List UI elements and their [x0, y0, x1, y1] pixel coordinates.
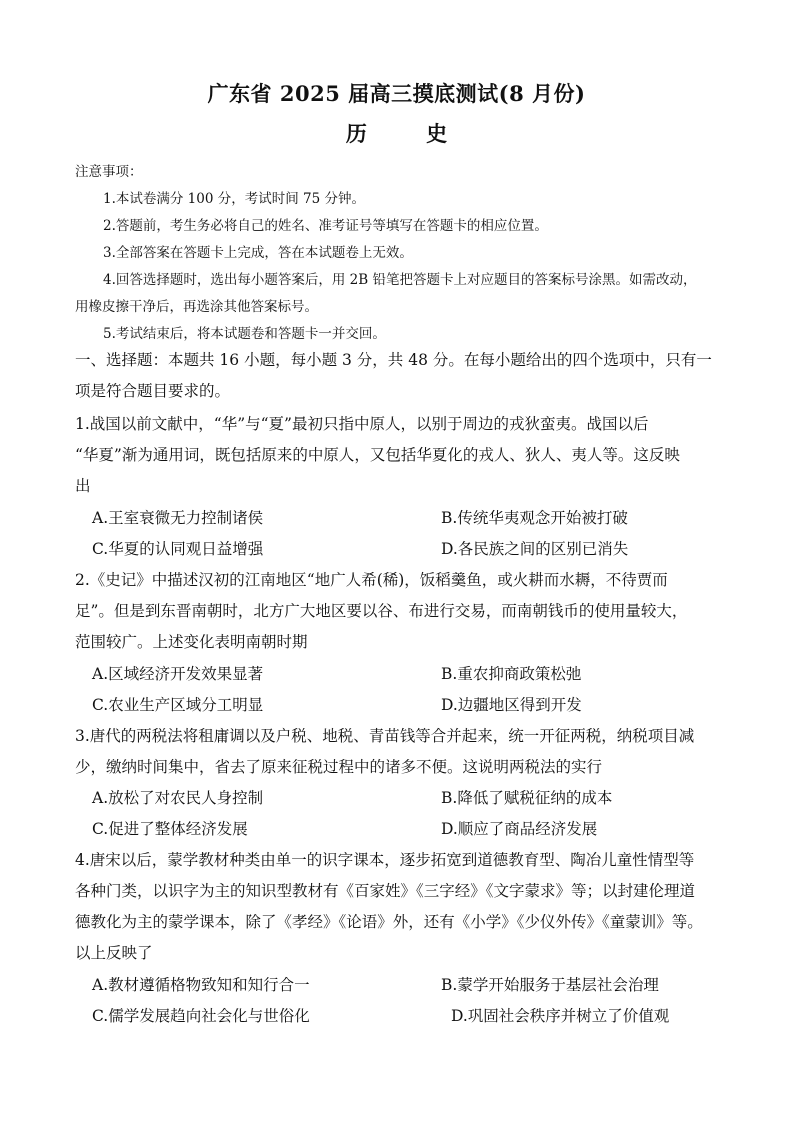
- notice-item: 1.本试卷满分 100 分，考试时间 75 分钟。: [103, 191, 365, 207]
- option-c: C.促进了整体经济发展: [92, 820, 248, 838]
- question-text: 足”。但是到东晋南朝时，北方广大地区要以谷、布进行交易，而南朝钱币的使用量较大，: [75, 602, 688, 620]
- question-text: 2.《史记》中描述汉初的江南地区“地广人希(稀)，饭稻羹鱼，或火耕而水耨，不待贾而: [75, 571, 668, 589]
- option-b: B.重农抑商政策松弛: [441, 665, 582, 683]
- option-a: A.区域经济开发效果显著: [92, 665, 264, 683]
- option-b: B.蒙学开始服务于基层社会治理: [441, 976, 659, 994]
- option-a: A.放松了对农民人身控制: [92, 789, 264, 807]
- notice-item: 5.考试结束后，将本试题卷和答题卡一并交回。: [103, 326, 386, 342]
- question-text: 1.战国以前文献中，“华”与“夏”最初只指中原人，以别于周边的戎狄蛮夷。战国以后: [75, 415, 649, 433]
- question-text: 各种门类，以识字为主的知识型教材有《百家姓》《三字经》《文字蒙求》等；以封建伦理道: [75, 882, 696, 900]
- question-text: 以上反映了: [75, 944, 153, 962]
- section-heading: 一、选择题：本题共 16 小题，每小题 3 分，共 48 分。在每小题给出的四个选项中，只有一: [75, 351, 712, 369]
- option-c: C.农业生产区域分工明显: [92, 696, 264, 714]
- option-c: C.华夏的认同观日益增强: [92, 540, 264, 558]
- option-a: A.王室衰微无力控制诸侯: [92, 509, 264, 527]
- option-d: D.巩固社会秩序并树立了价值观: [451, 1007, 670, 1025]
- notice-item: 2.答题前，考生务必将自己的姓名、准考证号等填写在答题卡的相应位置。: [103, 218, 548, 234]
- option-d: D.边疆地区得到开发: [441, 696, 582, 714]
- option-b: B.传统华夷观念开始被打破: [441, 509, 628, 527]
- notice-item-continued: 用橡皮擦干净后，再选涂其他答案标号。: [75, 299, 318, 315]
- option-a: A.教材遵循格物致知和知行合一: [92, 976, 310, 994]
- question-text: 3.唐代的两税法将租庸调以及户税、地税、青苗钱等合并起来，统一开征两税，纳税项目减: [75, 727, 695, 745]
- question-text: 德教化为主的蒙学课本，除了《孝经》《论语》外，还有《小学》《少仪外传》《童蒙训》等。: [75, 913, 703, 931]
- option-d: D.顺应了商品经济发展: [441, 820, 598, 838]
- question-text: 出: [75, 477, 91, 495]
- subject-title: 历 史: [345, 121, 448, 146]
- option-b: B.降低了赋税征纳的成本: [441, 789, 613, 807]
- option-c: C.儒学发展趋向社会化与世俗化: [92, 1007, 310, 1025]
- question-text: 范围较广。上述变化表明南朝时期: [75, 633, 308, 651]
- exam-title: 广东省 2025 届高三摸底测试(8 月份): [207, 81, 586, 106]
- notice-item: 3.全部答案在答题卡上完成，答在本试题卷上无效。: [103, 245, 413, 261]
- question-text: “华夏”渐为通用词，既包括原来的中原人，又包括华夏化的戎人、狄人、夷人等。这反映: [75, 446, 680, 464]
- notice-heading: 注意事项：: [75, 164, 143, 180]
- option-d: D.各民族之间的区别已消失: [441, 540, 629, 558]
- question-text: 少，缴纳时间集中，省去了原来征税过程中的诸多不便。这说明两税法的实行: [75, 758, 603, 776]
- notice-item: 4.回答选择题时，选出每小题答案后，用 2B 铅笔把答题卡上对应题目的答案标号涂黑。如需改动，: [103, 272, 697, 288]
- section-heading-continued: 项是符合题目要求的。: [75, 382, 231, 400]
- question-text: 4.唐宋以后，蒙学教材种类由单一的识字课本，逐步拓宽到道德教育型、陶冶儿童性情型等: [75, 851, 695, 869]
